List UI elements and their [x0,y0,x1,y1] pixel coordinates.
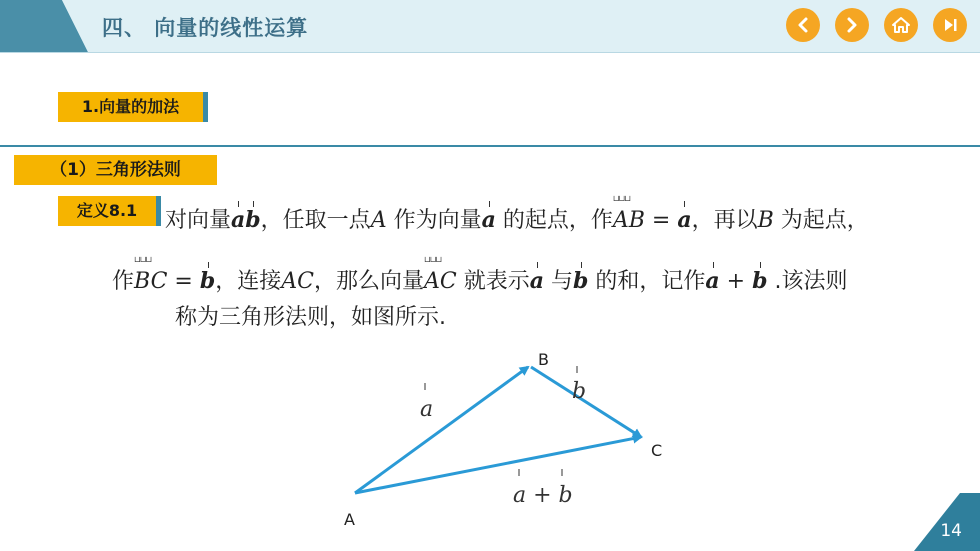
vector-a: a [677,207,692,233]
equals-sign: = [167,269,200,294]
vector-bc: ⊔⊔⊔ BC [134,269,167,294]
text-run: ，连接 [215,269,282,294]
subsection-label [14,155,217,185]
skip-end-icon [941,16,959,34]
prev-button[interactable] [786,8,820,42]
header-divider [0,52,980,53]
point-a: A [370,208,387,233]
subsection-label-text: （1）三角形法则 [50,160,181,180]
point-a-label: A [344,510,355,529]
text-run: 的起点，作 [495,208,613,233]
page-title: 四、 向量的线性运算 [102,16,309,40]
text-run: 与 [544,269,574,294]
label-vector-b: b [572,379,587,404]
point-b: B [757,208,774,233]
definition-label-accent [156,196,161,226]
vector-b: b [573,268,589,294]
text-run: 作 [112,269,135,294]
vector-b: b [245,207,261,233]
vector-b: b [199,268,216,294]
text-run: ，那么向量 [314,269,425,294]
title-bar [0,0,980,52]
definition-label-text: 定义8.1 [76,201,138,220]
end-button[interactable] [933,8,967,42]
text-run: 为起点， [773,208,869,233]
text-run: 的和，记作 [588,269,706,294]
page-number: 14 [940,521,962,541]
vector-a: a [481,207,496,233]
chevron-left-icon [794,16,812,34]
next-button[interactable] [835,8,869,42]
definition-line-3: 称为三角形法则，如图所示. [175,305,446,330]
text-run: ，任取一点 [260,208,371,233]
section-label-text: 1.向量的加法 [81,97,180,116]
point-c-label: C [651,441,663,460]
definition-label [58,196,156,226]
segment-ac: AC [281,269,314,294]
text-run: 就表示 [456,269,530,294]
vector-a: a [231,207,246,233]
label-vector-sum: a + b [513,483,573,508]
vector-sum-arrow [355,437,641,493]
vector-a: a [529,268,545,294]
label-vector-a: a [420,397,434,422]
home-icon [891,15,911,35]
plus-sign: + [719,269,753,294]
section-label [58,92,203,122]
point-b-label: B [538,350,549,369]
text-run: .该法则 [767,269,848,294]
vector-a-arrow [355,367,528,493]
section-label-accent [203,92,208,122]
text-run: 对向量 [165,208,232,233]
text-run: ，再以 [691,208,758,233]
home-button[interactable] [884,8,918,42]
vector-ac: ⊔⊔⊔ AC [424,269,457,294]
vector-ab: ⊔⊔⊔ AB [613,208,645,233]
header-decoration [0,0,90,52]
definition-line-2 [112,264,847,295]
equals-sign: = [644,208,678,233]
triangle-rule-diagram [330,345,680,535]
chevron-right-icon [843,16,861,34]
vector-a: a [705,268,720,294]
definition-line-1 [165,203,869,234]
text-run: 作为向量 [386,208,482,233]
section-divider [0,145,980,147]
vector-b: b [752,268,768,294]
